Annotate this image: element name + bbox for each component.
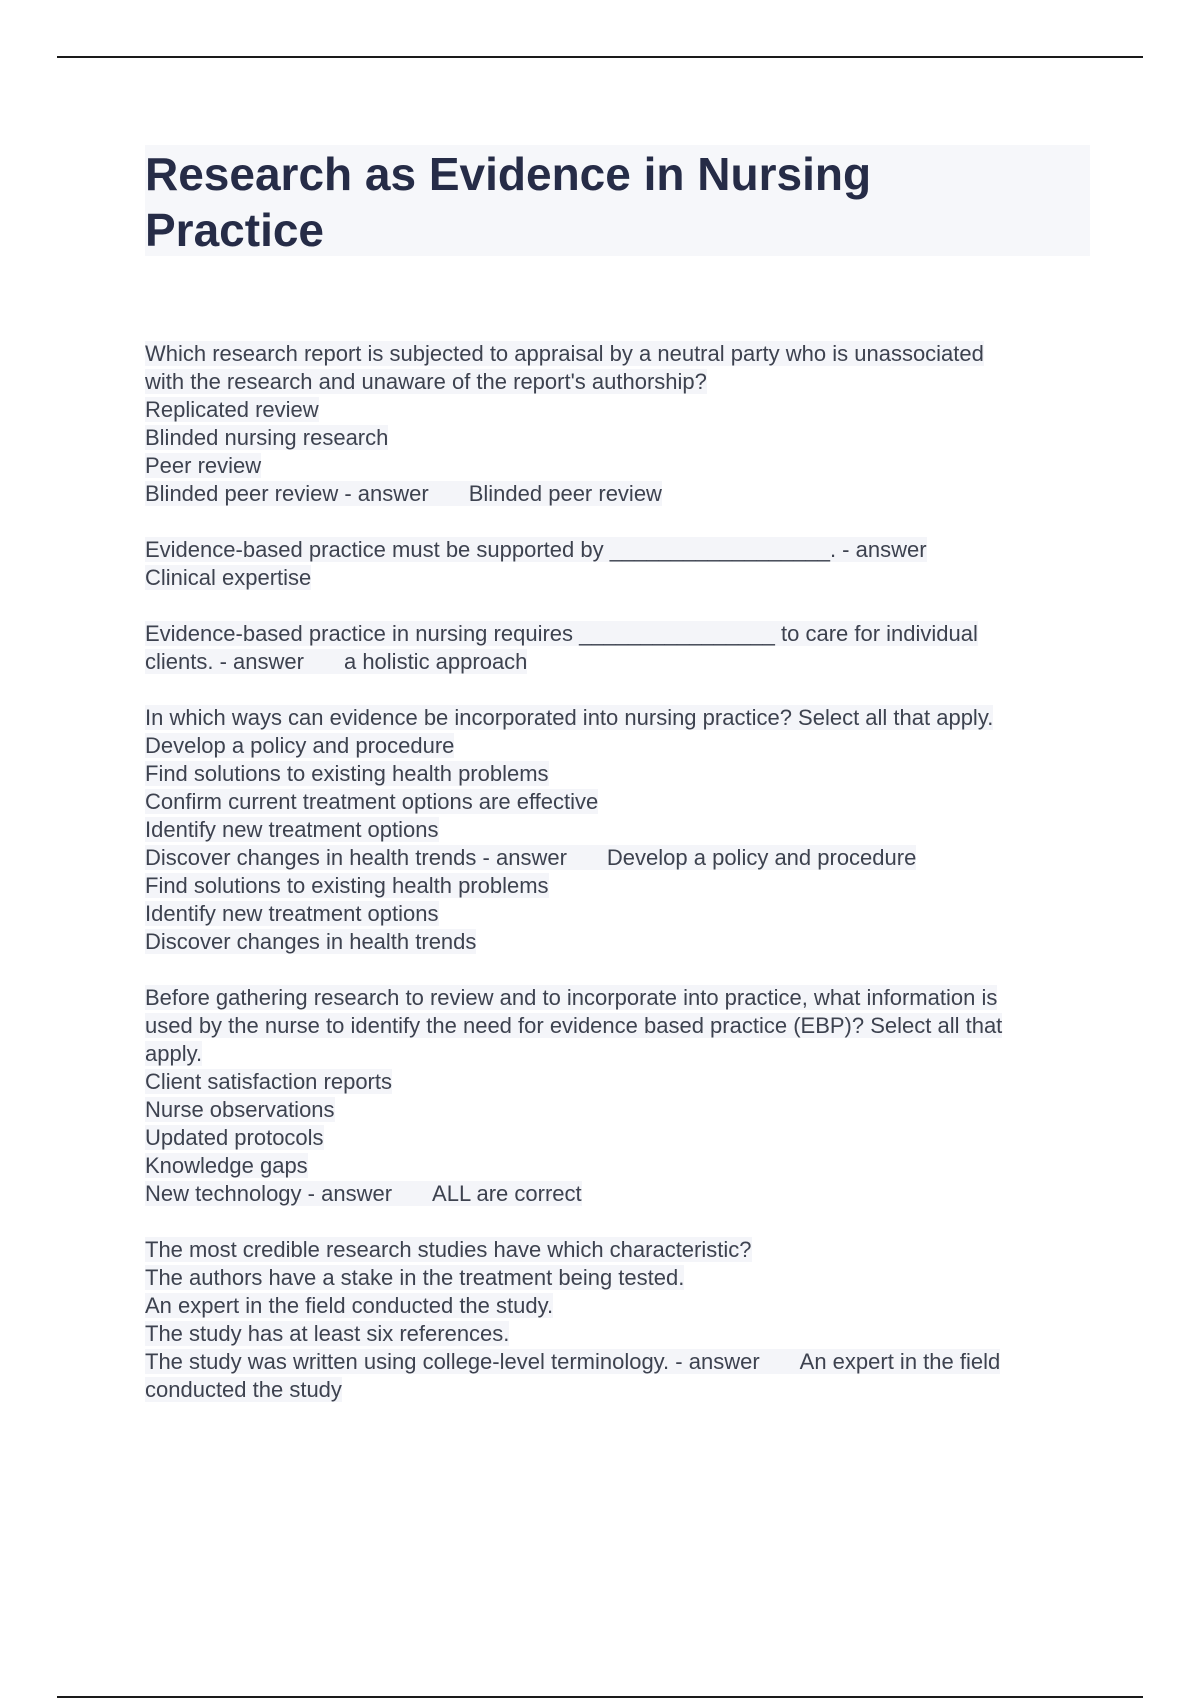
question-line: [145, 704, 1090, 732]
question-line: [145, 1096, 1090, 1124]
question-text: Blinded nursing research: [145, 425, 389, 450]
question-text: Develop a policy and procedure: [145, 733, 455, 758]
question-text: Identify new treatment options: [145, 817, 439, 842]
answer-continuation-text: Discover changes in health trends: [145, 929, 477, 954]
question-line: [145, 1264, 1090, 1292]
answer-line: [145, 844, 1090, 872]
answer-continuation-text: Clinical expertise: [145, 565, 312, 590]
answer-continuation-line: [145, 1376, 1090, 1404]
question-line: [145, 732, 1090, 760]
qa-list: [145, 340, 1090, 1404]
document-body: [145, 145, 1090, 1432]
answer-marker: - answer: [836, 537, 927, 562]
question-text: Peer review: [145, 453, 262, 478]
answer-line: [145, 1348, 1090, 1376]
question-line: [145, 1292, 1090, 1320]
answer-marker: - answer: [213, 649, 304, 674]
question-line: [145, 788, 1090, 816]
answer-line: [145, 1180, 1090, 1208]
question-text: An expert in the field conducted the study.: [145, 1293, 554, 1318]
answer-line: [145, 480, 1090, 508]
question-text: Knowledge gaps: [145, 1153, 308, 1178]
question-text: used by the nurse to identify the need for evidence based practice (EBP)? Select all that: [145, 1013, 1003, 1038]
question-text: Updated protocols: [145, 1125, 324, 1150]
answer-text: ALL are correct: [432, 1181, 582, 1206]
question-line: [145, 1068, 1090, 1096]
top-rule: [57, 56, 1143, 58]
question-text: In which ways can evidence be incorporated into nursing practice? Select all that apply.: [145, 705, 994, 730]
qa-item: [145, 1236, 1090, 1404]
answer-line-prefix: clients.: [145, 649, 214, 674]
question-text: Which research report is subjected to appraisal by a neutral party who is unassociated: [145, 341, 984, 366]
qa-item: [145, 984, 1090, 1208]
answer-line-prefix: The study was written using college-level terminology.: [145, 1349, 670, 1374]
answer-line: [145, 648, 1090, 676]
question-line: [145, 1152, 1090, 1180]
answer-marker: - answer: [301, 1181, 393, 1206]
question-line: [145, 396, 1090, 424]
answer-line-prefix: Discover changes in health trends: [145, 845, 477, 870]
question-line: [145, 424, 1090, 452]
qa-item: [145, 536, 1090, 592]
answer-line: [145, 536, 1090, 564]
question-line: [145, 368, 1090, 396]
title-line-1: Research as Evidence in Nursing: [145, 148, 872, 200]
answer-line-highlight: [145, 481, 662, 506]
question-line: [145, 1012, 1090, 1040]
title-line-2: Practice: [145, 204, 325, 256]
question-text: Before gathering research to review and to incorporate into practice, what information is: [145, 985, 998, 1010]
answer-text: Blinded peer review: [468, 481, 662, 506]
question-text: apply.: [145, 1041, 203, 1066]
title-block: [145, 145, 1090, 256]
question-line: [145, 340, 1090, 368]
question-text: with the research and unaware of the report's authorship?: [145, 369, 707, 394]
qa-item: [145, 340, 1090, 508]
qa-item: [145, 620, 1090, 676]
answer-marker: - answer: [476, 845, 567, 870]
answer-line-prefix: New technology: [145, 1181, 302, 1206]
question-text: Nurse observations: [145, 1097, 335, 1122]
answer-marker: - answer: [669, 1349, 760, 1374]
answer-line-prefix: Evidence-based practice must be supported by __________________.: [145, 537, 837, 562]
answer-continuation-text: Identify new treatment options: [145, 901, 439, 926]
question-line: [145, 452, 1090, 480]
answer-marker: - answer: [338, 481, 429, 506]
answer-continuation-line: [145, 564, 1090, 592]
question-line: [145, 1124, 1090, 1152]
answer-text: Develop a policy and procedure: [606, 845, 917, 870]
answer-line-prefix: Blinded peer review: [145, 481, 339, 506]
question-line: [145, 1236, 1090, 1264]
answer-line-highlight: [145, 537, 927, 562]
answer-text: An expert in the field: [799, 1349, 1001, 1374]
question-line: [145, 760, 1090, 788]
question-text: Client satisfaction reports: [145, 1069, 392, 1094]
question-text: The study has at least six references.: [145, 1321, 510, 1346]
question-text: Confirm current treatment options are effective: [145, 789, 599, 814]
answer-continuation-line: [145, 928, 1090, 956]
answer-text: a holistic approach: [343, 649, 528, 674]
qa-item: [145, 704, 1090, 956]
answer-continuation-text: conducted the study: [145, 1377, 342, 1402]
question-line: [145, 816, 1090, 844]
answer-line-highlight: [145, 1349, 1000, 1374]
answer-continuation-line: [145, 872, 1090, 900]
question-line: [145, 1320, 1090, 1348]
question-text: Find solutions to existing health problems: [145, 761, 549, 786]
question-line: [145, 620, 1090, 648]
question-text: The most credible research studies have which characteristic?: [145, 1237, 752, 1262]
answer-line-highlight: [145, 845, 916, 870]
bottom-rule: [57, 1696, 1143, 1698]
question-line: [145, 984, 1090, 1012]
answer-continuation-text: Find solutions to existing health problems: [145, 873, 549, 898]
document-title: [145, 145, 1090, 258]
question-text: The authors have a stake in the treatment being tested.: [145, 1265, 685, 1290]
answer-continuation-line: [145, 900, 1090, 928]
question-text: Replicated review: [145, 397, 319, 422]
question-text: Evidence-based practice in nursing requires ________________ to care for individual: [145, 621, 978, 646]
answer-line-highlight: [145, 649, 527, 674]
answer-line-highlight: [145, 1181, 582, 1206]
question-line: [145, 1040, 1090, 1068]
